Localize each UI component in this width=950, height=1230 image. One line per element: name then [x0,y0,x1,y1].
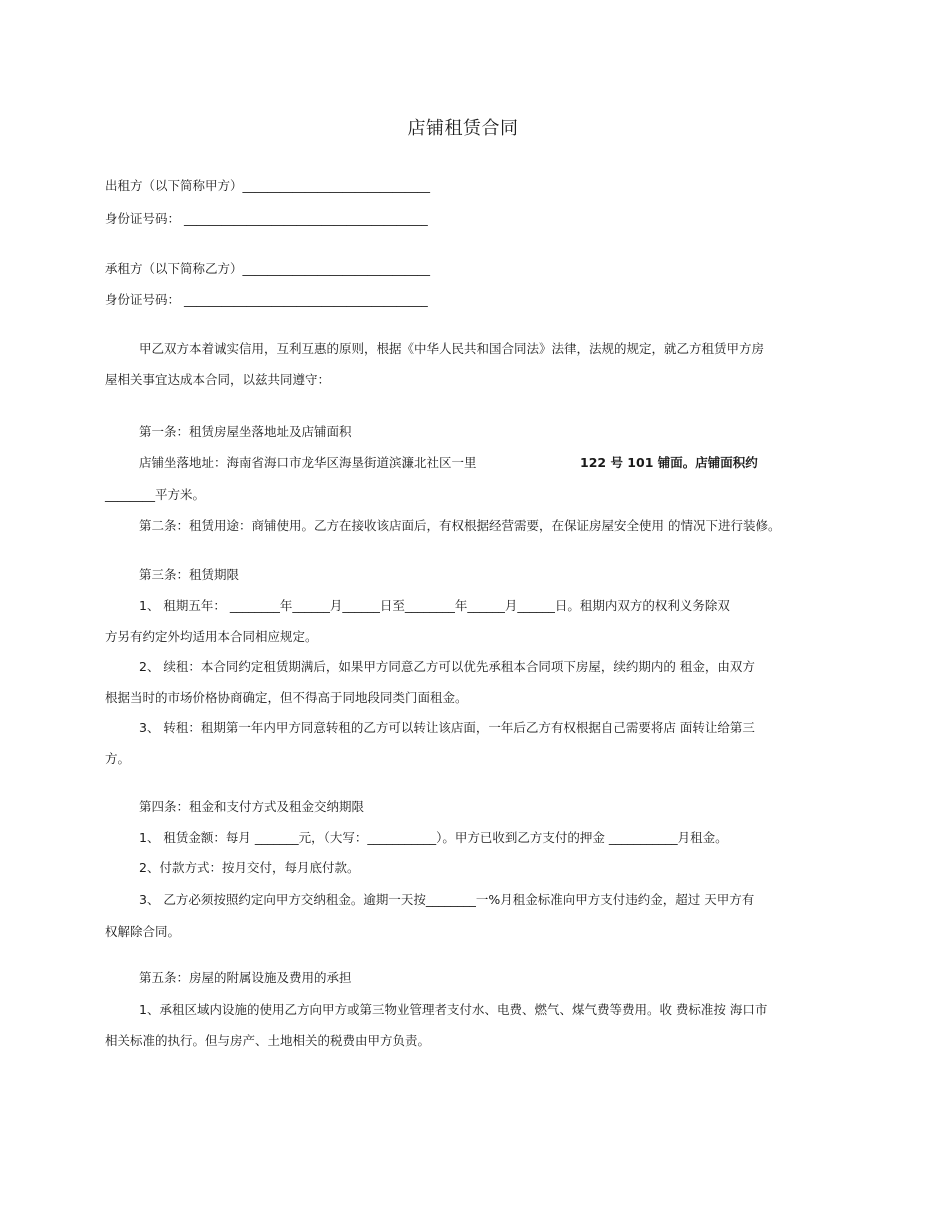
article-4-item-3-line-1: 3、 乙方必须按照约定向甲方交纳租金。逾期一天按________一%月租金标准向甲方支付违约金，超过 天甲方有 [139,892,755,907]
article-3-item-2-line-2: 根据当时的市场价格协商确定，但不得高于同地段同类门面租金。 [105,690,468,705]
article-3-heading: 第三条：租赁期限 [139,567,240,582]
article-3-item-1-line-2: 方另有约定外均适用本合同相应规定。 [105,629,318,644]
article-5-item-1-line-1: 1、承租区域内设施的使用乙方向甲方或第三物业管理者支付水、电费、燃气、煤气费等费用。收 费标准按 海口市 [139,1002,768,1017]
lessee-field: 承租方（以下简称乙方）______________________________ [105,261,431,276]
article-4-item-1: 1、 租赁金额：每月 _______元，（大写：___________）。甲方已收到乙方支付的押金 ___________月租金。 [139,830,728,845]
article-4-item-3-line-2: 权解除合同。 [105,924,181,939]
article-4-heading: 第四条：租金和支付方式及租金交纳期限 [139,799,365,814]
article-4-item-2: 2、付款方式：按月交付，每月底付款。 [139,860,360,875]
document-title: 店铺租赁合同 [407,118,519,139]
article-3-item-3-line-1: 3、 转租：租期第一年内甲方同意转租的乙方可以转让该店面，一年后乙方有权根据自己需要将店 面转让给第三 [139,720,755,735]
article-1-heading: 第一条：租赁房屋坐落地址及店铺面积 [139,424,352,439]
article-1-shop-number: 122 号 101 铺面。店铺面积约 [580,455,758,470]
article-1-address: 店铺坐落地址：海南省海口市龙华区海垦街道滨濂北社区一里 [139,455,477,470]
lessee-id-field: 身份证号码： _______________________________________ [105,292,428,307]
lessor-id-field: 身份证号码： _______________________________________ [105,211,428,226]
article-1-area: ________平方米。 [105,487,206,502]
intro-paragraph-line-1: 甲乙双方本着诚实信用，互利互惠的原则，根据《中华人民共和国合同法》法律，法规的规定，就乙方租赁甲方房 [139,341,765,356]
article-5-heading: 第五条：房屋的附属设施及费用的承担 [139,970,352,985]
article-3-item-3-line-2: 方。 [105,751,131,766]
lessor-field: 出租方（以下简称甲方）______________________________ [105,178,431,193]
article-2: 第二条：租赁用途：商铺使用。乙方在接收该店面后，有权根据经营需要，在保证房屋安全使用 的情况下进行装修。 [139,518,781,533]
intro-paragraph-line-2: 屋相关事宜达成本合同，以兹共同遵守： [105,372,331,387]
article-5-item-1-line-2: 相关标准的执行。但与房产、土地相关的税费由甲方负责。 [105,1033,431,1048]
article-3-item-1-line-1: 1、 租期五年： ________年______月______日至________年______月______日。租期内双方的权利义务除双 [139,598,730,613]
article-3-item-2-line-1: 2、 续租：本合同约定租赁期满后，如果甲方同意乙方可以优先承租本合同项下房屋，续约期内的 租金，由双方 [139,659,755,674]
